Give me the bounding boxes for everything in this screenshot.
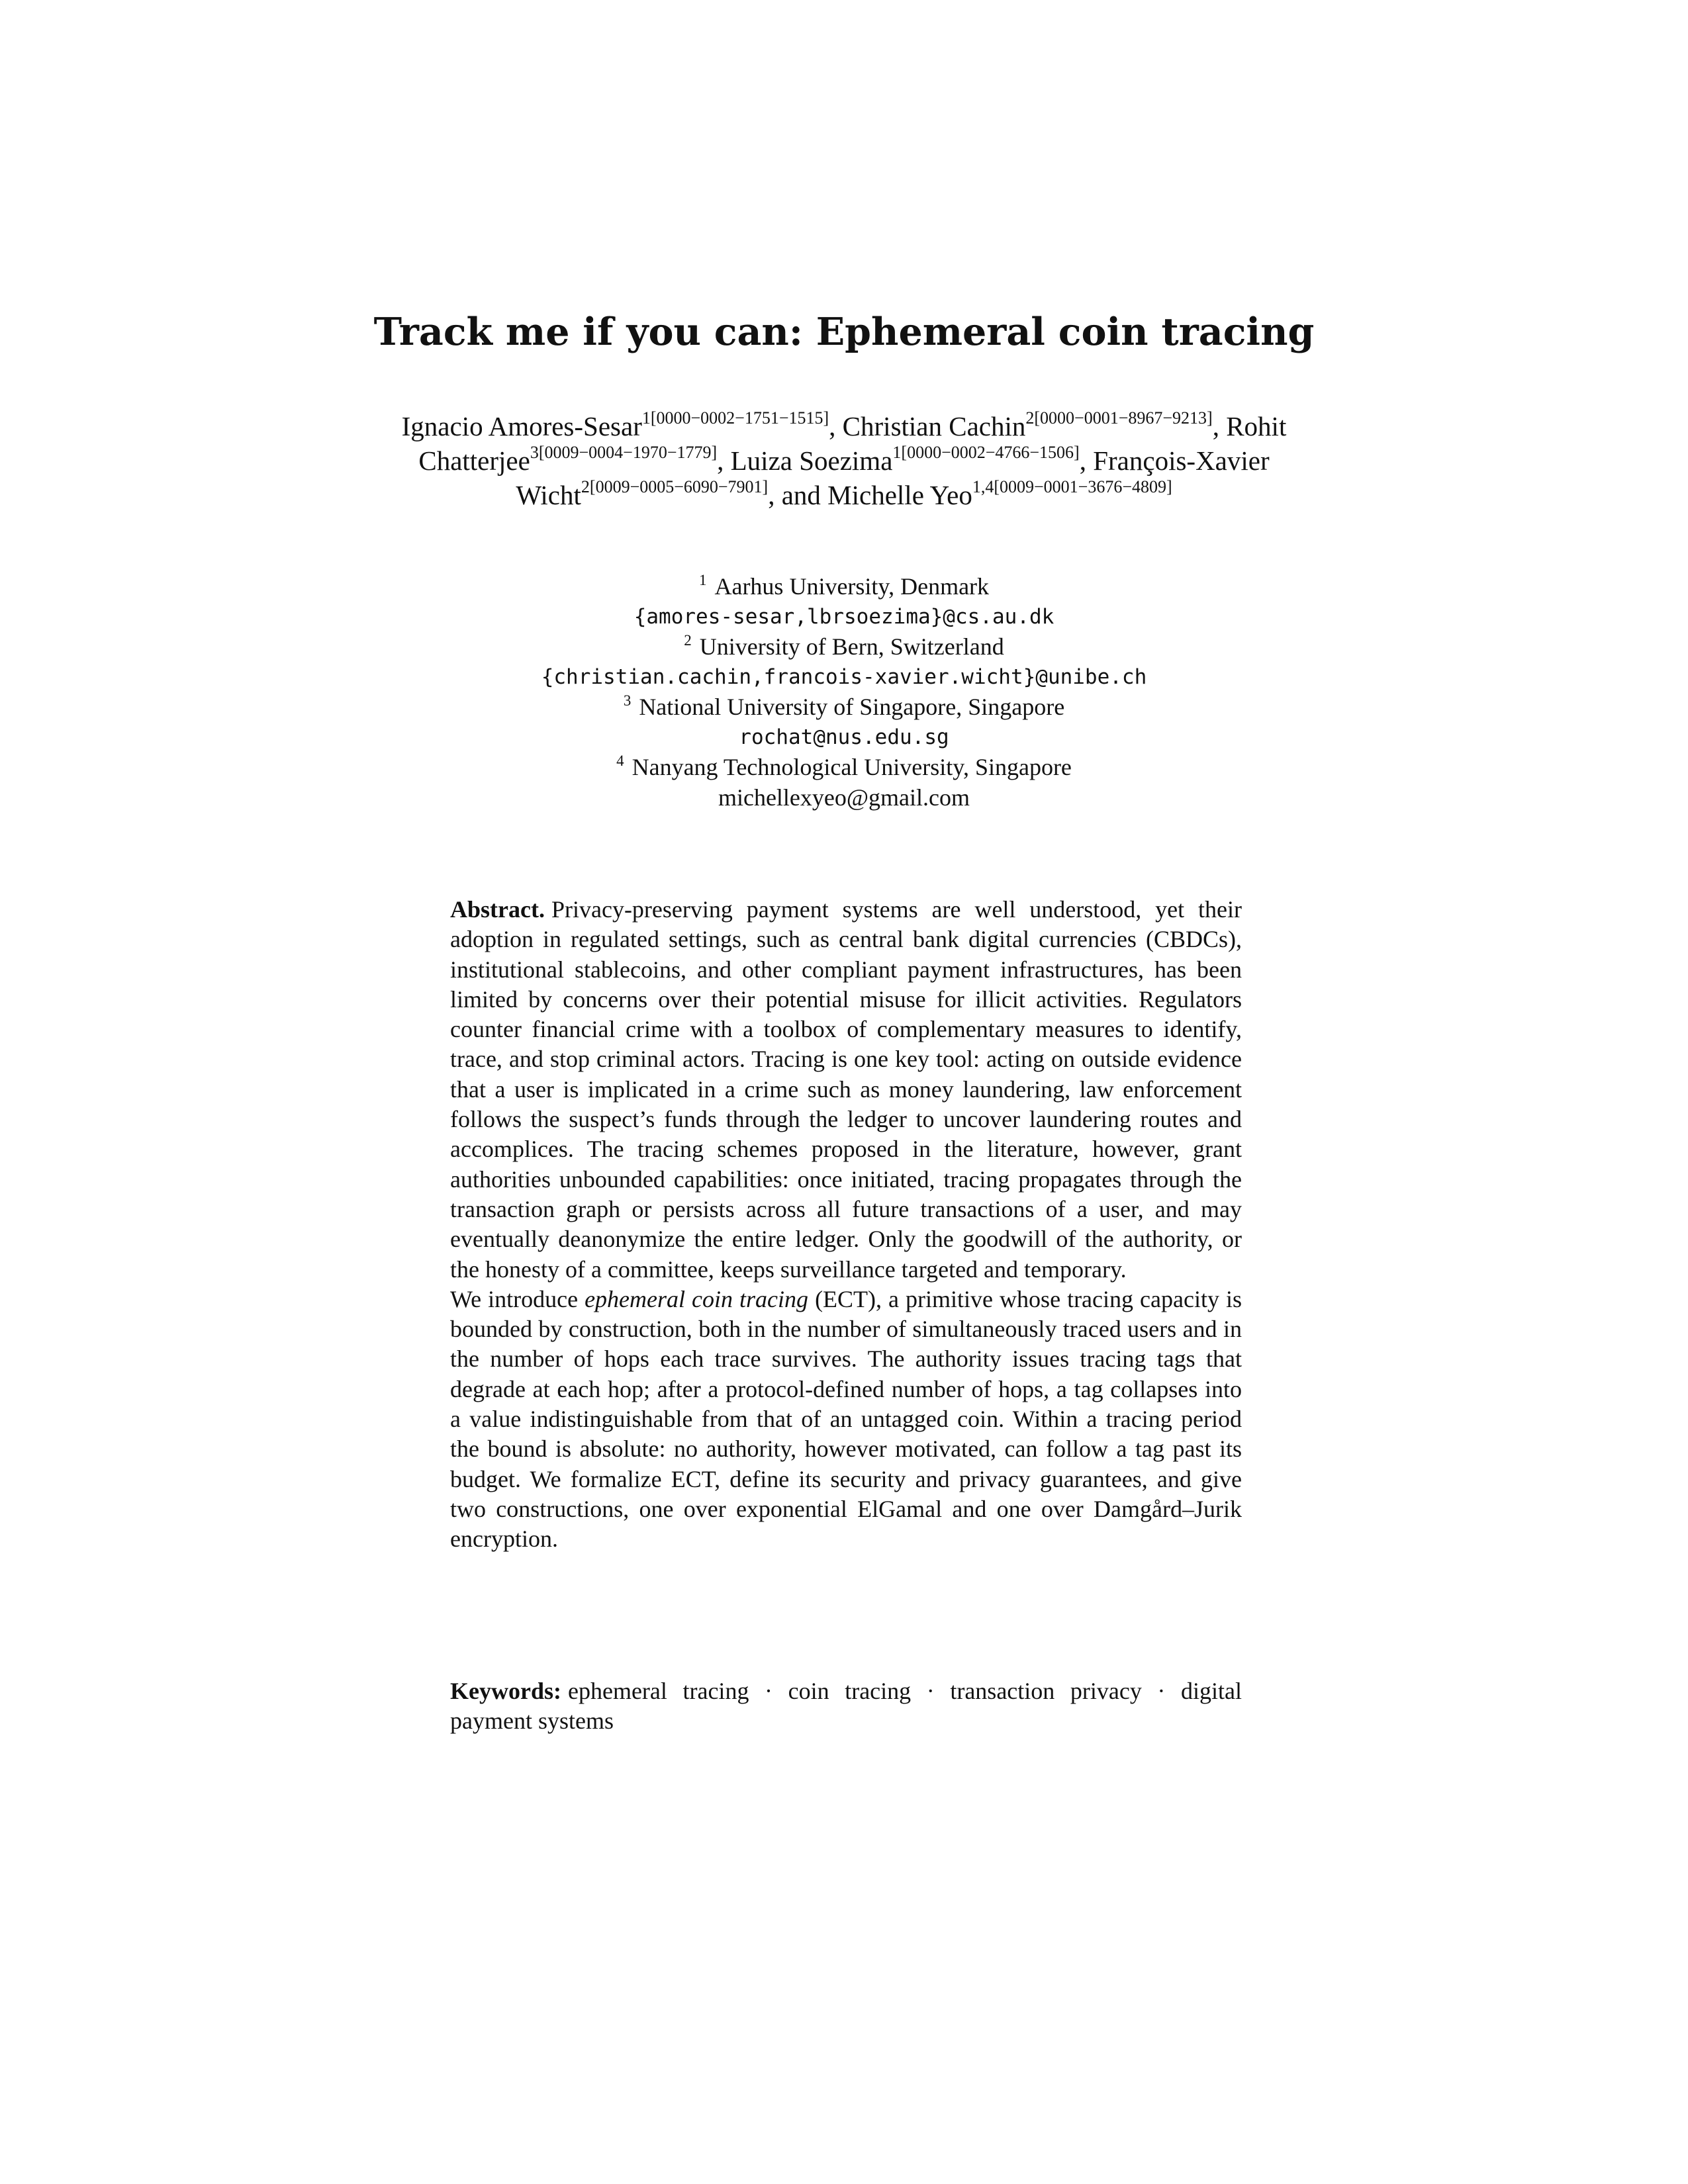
affiliation-item — [0, 572, 1688, 602]
author-marks: 2[0009−0005−6090−7901] — [581, 477, 769, 496]
author-separator: , and — [768, 480, 828, 510]
abstract-paragraph — [450, 1285, 1242, 1555]
author-marks: 2[0000−0001−8967−9213] — [1025, 408, 1213, 428]
abstract-label: Abstract. — [450, 896, 545, 923]
affiliation-name: University of Bern, Switzerland — [699, 633, 1004, 660]
author-name: Michelle Yeo — [827, 480, 972, 510]
affiliation-number: 3 — [623, 692, 632, 709]
affiliation-number: 4 — [616, 752, 624, 769]
paper-title: Track me if you can: Ephemeral coin tracing — [373, 310, 1315, 354]
author-separator: , — [717, 445, 731, 476]
author-name: Christian Cachin — [842, 411, 1026, 441]
abstract-text: (ECT), a primitive whose tracing capacity is bounded by construction, both in the number of simultaneously traced users and in the number of hops each trace survives. The authority issues tracing tags that degrade at each hop; after a protocol-defined number of hops, a tag collapses into a value indistinguishable from that of an untagged coin. Within a tracing period the bound is absolute: no authority, however motivated, can follow a tag past its budget. We formalize ECT, define its security and privacy guarantees, and give two constructions, one over exponential ElGamal and one over Damgård–Jurik encryption. — [450, 1285, 1242, 1553]
abstract-text: Privacy-preserving payment systems are well understood, yet their adoption in regulated settings, such as central bank digital currencies (CBDCs), institutional stablecoins, and other compliant payment infrastructures, has been limited by concerns over their potential misuse for illicit activities. Regulators counter financial crime with a toolbox of complementary measures to identify, trace, and stop criminal actors. Tracing is one key tool: acting on outside evidence that a user is implicated in a crime such as money laundering, law enforcement follows the suspect’s funds through the ledger to uncover laundering routes and accomplices. The tracing schemes proposed in the literature, however, grant authorities unbounded capabilities: once initiated, tracing propagates through the transaction graph or persists across all future transactions of a user, and may eventually deanonymize the entire ledger. Only the goodwill of the authority, or the honesty of a committee, keeps surveillance targeted and temporary. — [450, 896, 1242, 1283]
author-separator: , — [829, 411, 843, 441]
affiliation-email: michellexyeo@gmail.com — [718, 784, 970, 811]
author-marks: 3[0009−0004−1970−1779] — [530, 443, 718, 462]
author-name: Ignacio Amores-Sesar — [401, 411, 642, 441]
author-name: Rohit Chatterjee — [418, 411, 1287, 476]
affiliation-email: {amores-sesar,lbrsoezima}@cs.au.dk — [633, 604, 1055, 629]
author-name: Luiza Soezima — [730, 445, 893, 476]
abstract-emphasis: ephemeral coin tracing — [585, 1285, 809, 1312]
author-marks: 1[0000−0002−4766−1506] — [892, 443, 1080, 462]
keywords-label: Keywords: — [450, 1678, 561, 1704]
affiliation-item — [0, 752, 1688, 783]
abstract — [450, 895, 1242, 1555]
affiliation-item — [0, 692, 1688, 723]
author-separator: , — [1079, 445, 1094, 476]
affiliation-email: rochat@nus.edu.sg — [739, 725, 949, 749]
author-separator: , — [1212, 411, 1227, 441]
abstract-paragraph — [450, 895, 1242, 1285]
keywords-text: ephemeral tracing · coin tracing · transaction privacy · digital payment systems — [450, 1678, 1242, 1735]
affiliation-item — [0, 632, 1688, 662]
affiliation-number: 1 — [698, 572, 707, 588]
affiliation-name: Aarhus University, Denmark — [714, 573, 990, 600]
affiliation-name: Nanyang Technological University, Singapore — [632, 754, 1072, 780]
affiliation-list — [0, 572, 1688, 813]
affiliation-number: 2 — [684, 632, 692, 649]
keywords — [450, 1676, 1242, 1737]
author-marks: 1,4[0009−0001−3676−4809] — [972, 477, 1172, 496]
author-marks: 1[0000−0002−1751−1515] — [641, 408, 829, 428]
abstract-text: We introduce — [450, 1285, 585, 1312]
author-list — [357, 409, 1331, 512]
affiliation-name: National University of Singapore, Singapore — [639, 694, 1065, 720]
author-name: François-Xavier Wicht — [516, 445, 1270, 510]
affiliation-email: {christian.cachin,francois-xavier.wicht}@unibe.ch — [541, 664, 1147, 689]
